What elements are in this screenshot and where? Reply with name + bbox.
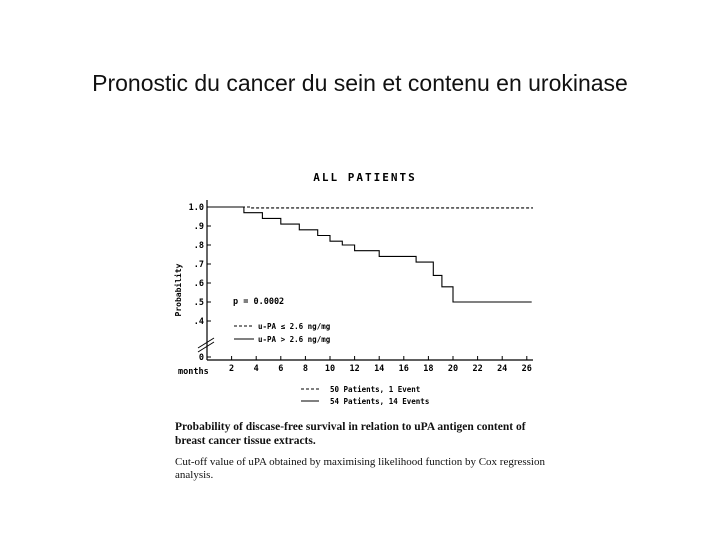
y-tick-label: .4 <box>193 317 204 327</box>
y-ticks <box>189 203 211 363</box>
y-tick-label: .6 <box>193 279 204 289</box>
y-tick-label: 1.0 <box>188 203 204 213</box>
x-tick-label: 12 <box>349 364 360 374</box>
inplot-legend-label-high: u-PA > 2.6 ng/mg <box>258 335 331 344</box>
figure-caption-heading: Probability of discase-free survival in relation to uPA antigen content of breast cancer tissue extracts. <box>175 421 526 447</box>
y-axis-label: Probability <box>174 263 183 317</box>
x-tick-label: 10 <box>324 364 336 374</box>
x-tick-label: 14 <box>374 364 385 374</box>
series-layer <box>207 207 533 302</box>
bottom-legend <box>301 385 429 406</box>
y-tick-label: .8 <box>193 241 204 251</box>
slide-title: Pronostic du cancer du sein et contenu en urokinase <box>92 70 628 96</box>
y-tick-label: .5 <box>193 298 204 308</box>
inplot-legend <box>234 322 331 344</box>
x-tick-label: 4 <box>253 364 259 374</box>
x-tick-label: 6 <box>278 364 284 374</box>
bottom-legend-label-low: 50 Patients, 1 Event <box>330 385 421 394</box>
y-tick-label: .9 <box>193 222 204 232</box>
x-tick-label: 18 <box>423 364 434 374</box>
p-value-annotation: p = 0.0002 <box>233 297 285 307</box>
x-ticks <box>229 356 532 374</box>
x-tick-label: 8 <box>302 364 308 374</box>
figure-caption-note: Cut-off value of uPA obtained by maximising likelihood function by Cox regression analysis. <box>175 456 545 481</box>
bottom-legend-label-high: 54 Patients, 14 Events <box>330 397 430 406</box>
series-line-high-upa <box>207 207 532 302</box>
series-line-low-upa <box>207 207 533 208</box>
x-tick-label: 22 <box>472 364 483 374</box>
y-tick-label: 0 <box>198 353 204 363</box>
x-tick-label: 16 <box>398 364 409 374</box>
axis-break-mark <box>198 338 214 352</box>
y-tick-label: .7 <box>193 260 204 270</box>
x-axis-label: months <box>178 367 209 377</box>
x-tick-label: 2 <box>229 364 235 374</box>
x-tick-label: 26 <box>521 364 532 374</box>
chart-title: ALL PATIENTS <box>313 171 417 184</box>
x-tick-label: 20 <box>447 364 459 374</box>
x-tick-label: 24 <box>497 364 508 374</box>
inplot-legend-label-low: u-PA ≤ 2.6 ng/mg <box>258 322 331 331</box>
